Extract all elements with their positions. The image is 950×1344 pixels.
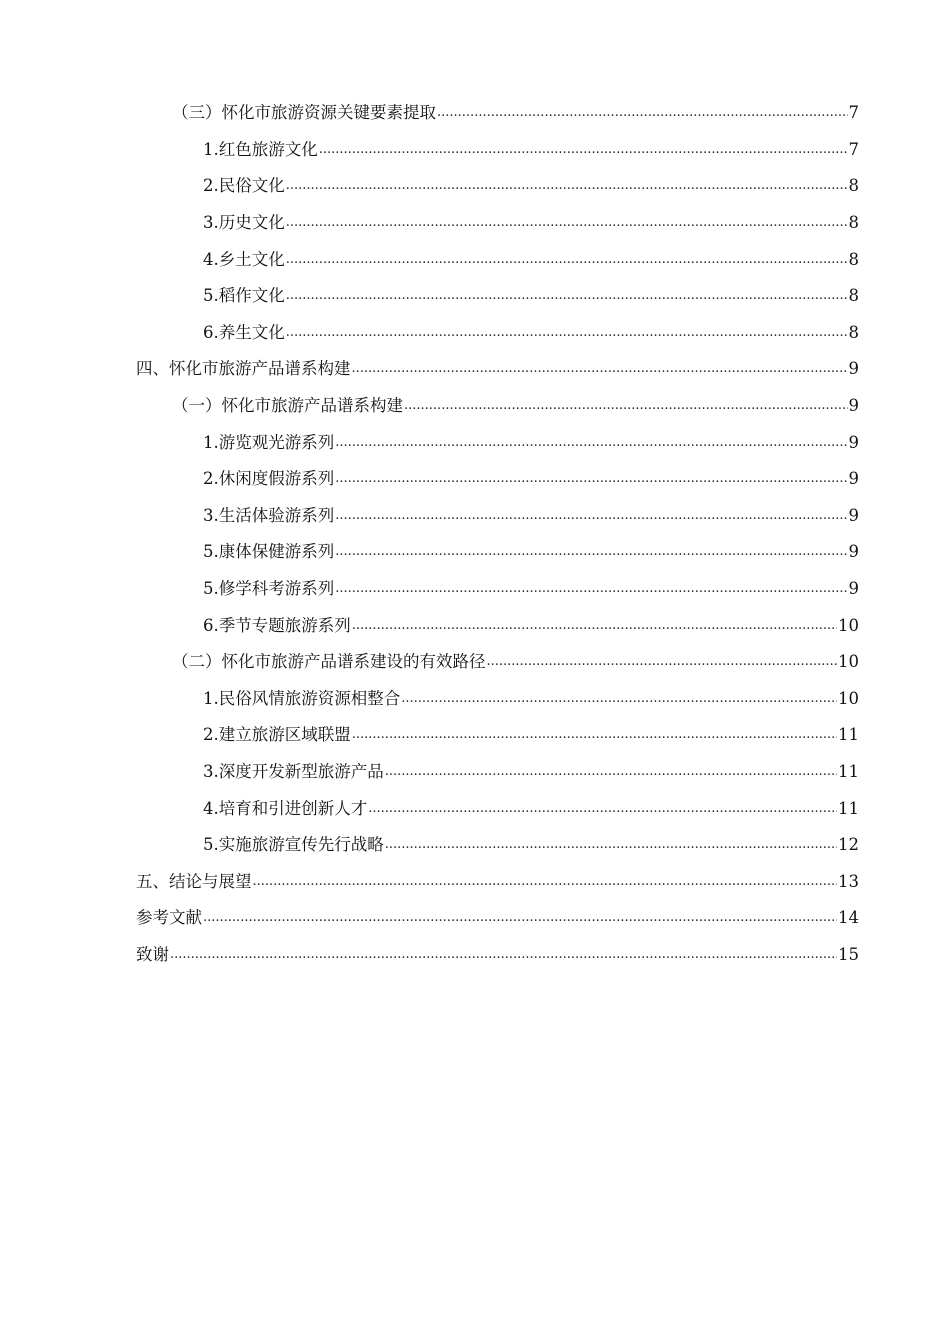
toc-page-number: 8: [848, 249, 859, 269]
toc-page-number: 9: [848, 505, 859, 525]
toc-dot-leader: [335, 506, 847, 526]
toc-entry-label: 3.历史文化: [203, 213, 285, 233]
toc-page-number: 14: [838, 908, 859, 928]
toc-entry[interactable]: [0, 754, 950, 791]
toc-entry[interactable]: [0, 498, 950, 535]
toc-dot-leader: [352, 616, 837, 636]
toc-entry-label: 6.季节专题旅游系列: [203, 615, 351, 635]
toc-page-number: 10: [838, 615, 859, 635]
toc-dot-leader: [335, 579, 847, 599]
toc-entry-label: 五、结论与展望: [136, 871, 252, 891]
toc-entry[interactable]: [0, 644, 950, 681]
toc-page-number: 10: [838, 652, 859, 672]
toc-dot-leader: [286, 286, 848, 306]
toc-page-number: 8: [848, 322, 859, 342]
toc-page-number: 11: [838, 798, 859, 818]
toc-entry[interactable]: [0, 241, 950, 278]
toc-page-number: 9: [848, 432, 859, 452]
toc-entry[interactable]: [0, 681, 950, 718]
toc-entry[interactable]: [0, 351, 950, 388]
toc-entry[interactable]: [0, 607, 950, 644]
toc-dot-leader: [385, 835, 837, 855]
toc-entry-label: 5.稻作文化: [203, 286, 285, 306]
toc-dot-leader: [385, 762, 837, 782]
toc-entry[interactable]: [0, 900, 950, 937]
toc-entry[interactable]: [0, 534, 950, 571]
toc-entry-label: 5.康体保健游系列: [203, 542, 335, 562]
toc-dot-leader: [286, 213, 848, 233]
toc-entry-label: 2.民俗文化: [203, 176, 285, 196]
toc-entry[interactable]: [0, 571, 950, 608]
toc-entry-label: 3.深度开发新型旅游产品: [203, 761, 384, 781]
toc-dot-leader: [404, 396, 848, 416]
toc-page-number: 9: [848, 542, 859, 562]
toc-page-number: 9: [848, 579, 859, 599]
toc-entry-label: 1.游览观光游系列: [203, 432, 335, 452]
toc-dot-leader: [401, 689, 837, 709]
toc-entry[interactable]: [0, 461, 950, 498]
toc-entry[interactable]: [0, 424, 950, 461]
toc-entry[interactable]: [0, 827, 950, 864]
toc-page-number: 9: [848, 469, 859, 489]
toc-page-number: 7: [848, 103, 859, 123]
toc-entry[interactable]: [0, 168, 950, 205]
toc-entry-label: 5.修学科考游系列: [203, 579, 335, 599]
toc-entry-label: 3.生活体验游系列: [203, 505, 335, 525]
toc-entry-label: 4.乡土文化: [203, 249, 285, 269]
toc-entry[interactable]: [0, 132, 950, 169]
toc-page-number: 13: [838, 871, 859, 891]
toc-entry-label: 4.培育和引进创新人才: [203, 798, 368, 818]
toc-entry-label: （二）怀化市旅游产品谱系建设的有效路径: [172, 652, 486, 672]
table-of-contents: [0, 95, 950, 973]
toc-dot-leader: [319, 140, 848, 160]
toc-entry-label: 5.实施旅游宣传先行战略: [203, 835, 384, 855]
toc-entry-label: 致谢: [136, 944, 169, 964]
toc-dot-leader: [203, 908, 837, 928]
toc-entry[interactable]: [0, 790, 950, 827]
toc-entry[interactable]: [0, 278, 950, 315]
toc-entry-label: 1.民俗风情旅游资源相整合: [203, 688, 401, 708]
toc-page-number: 10: [838, 688, 859, 708]
toc-entry-label: 参考文献: [136, 908, 202, 928]
toc-dot-leader: [368, 799, 837, 819]
toc-entry[interactable]: [0, 863, 950, 900]
toc-entry-label: 四、怀化市旅游产品谱系构建: [136, 359, 351, 379]
toc-page-number: 8: [848, 213, 859, 233]
toc-entry-label: 1.红色旅游文化: [203, 139, 318, 159]
toc-page-number: 11: [838, 761, 859, 781]
toc-dot-leader: [170, 945, 837, 965]
toc-entry-label: （一）怀化市旅游产品谱系构建: [172, 396, 403, 416]
toc-entry-label: 2.休闲度假游系列: [203, 469, 335, 489]
toc-page-number: 15: [838, 944, 859, 964]
toc-entry[interactable]: [0, 937, 950, 974]
toc-page-number: 8: [848, 176, 859, 196]
toc-entry[interactable]: [0, 205, 950, 242]
toc-dot-leader: [487, 652, 838, 672]
toc-dot-leader: [335, 433, 847, 453]
toc-entry-label: 6.养生文化: [203, 322, 285, 342]
toc-entry[interactable]: [0, 717, 950, 754]
toc-page-number: 7: [848, 139, 859, 159]
toc-entry[interactable]: [0, 95, 950, 132]
toc-page-number: 9: [848, 396, 859, 416]
toc-entry-label: （三）怀化市旅游资源关键要素提取: [172, 103, 436, 123]
toc-entry[interactable]: [0, 315, 950, 352]
toc-dot-leader: [352, 725, 837, 745]
toc-page-number: 11: [838, 725, 859, 745]
toc-dot-leader: [437, 103, 848, 123]
toc-dot-leader: [335, 469, 847, 489]
toc-dot-leader: [352, 359, 848, 379]
toc-entry-label: 2.建立旅游区域联盟: [203, 725, 351, 745]
toc-dot-leader: [286, 323, 848, 343]
toc-dot-leader: [286, 176, 848, 196]
toc-page-number: 8: [848, 286, 859, 306]
toc-dot-leader: [286, 250, 848, 270]
toc-page-number: 12: [838, 835, 859, 855]
toc-dot-leader: [335, 542, 847, 562]
toc-page-number: 9: [848, 359, 859, 379]
toc-dot-leader: [253, 872, 838, 892]
toc-entry[interactable]: [0, 388, 950, 425]
